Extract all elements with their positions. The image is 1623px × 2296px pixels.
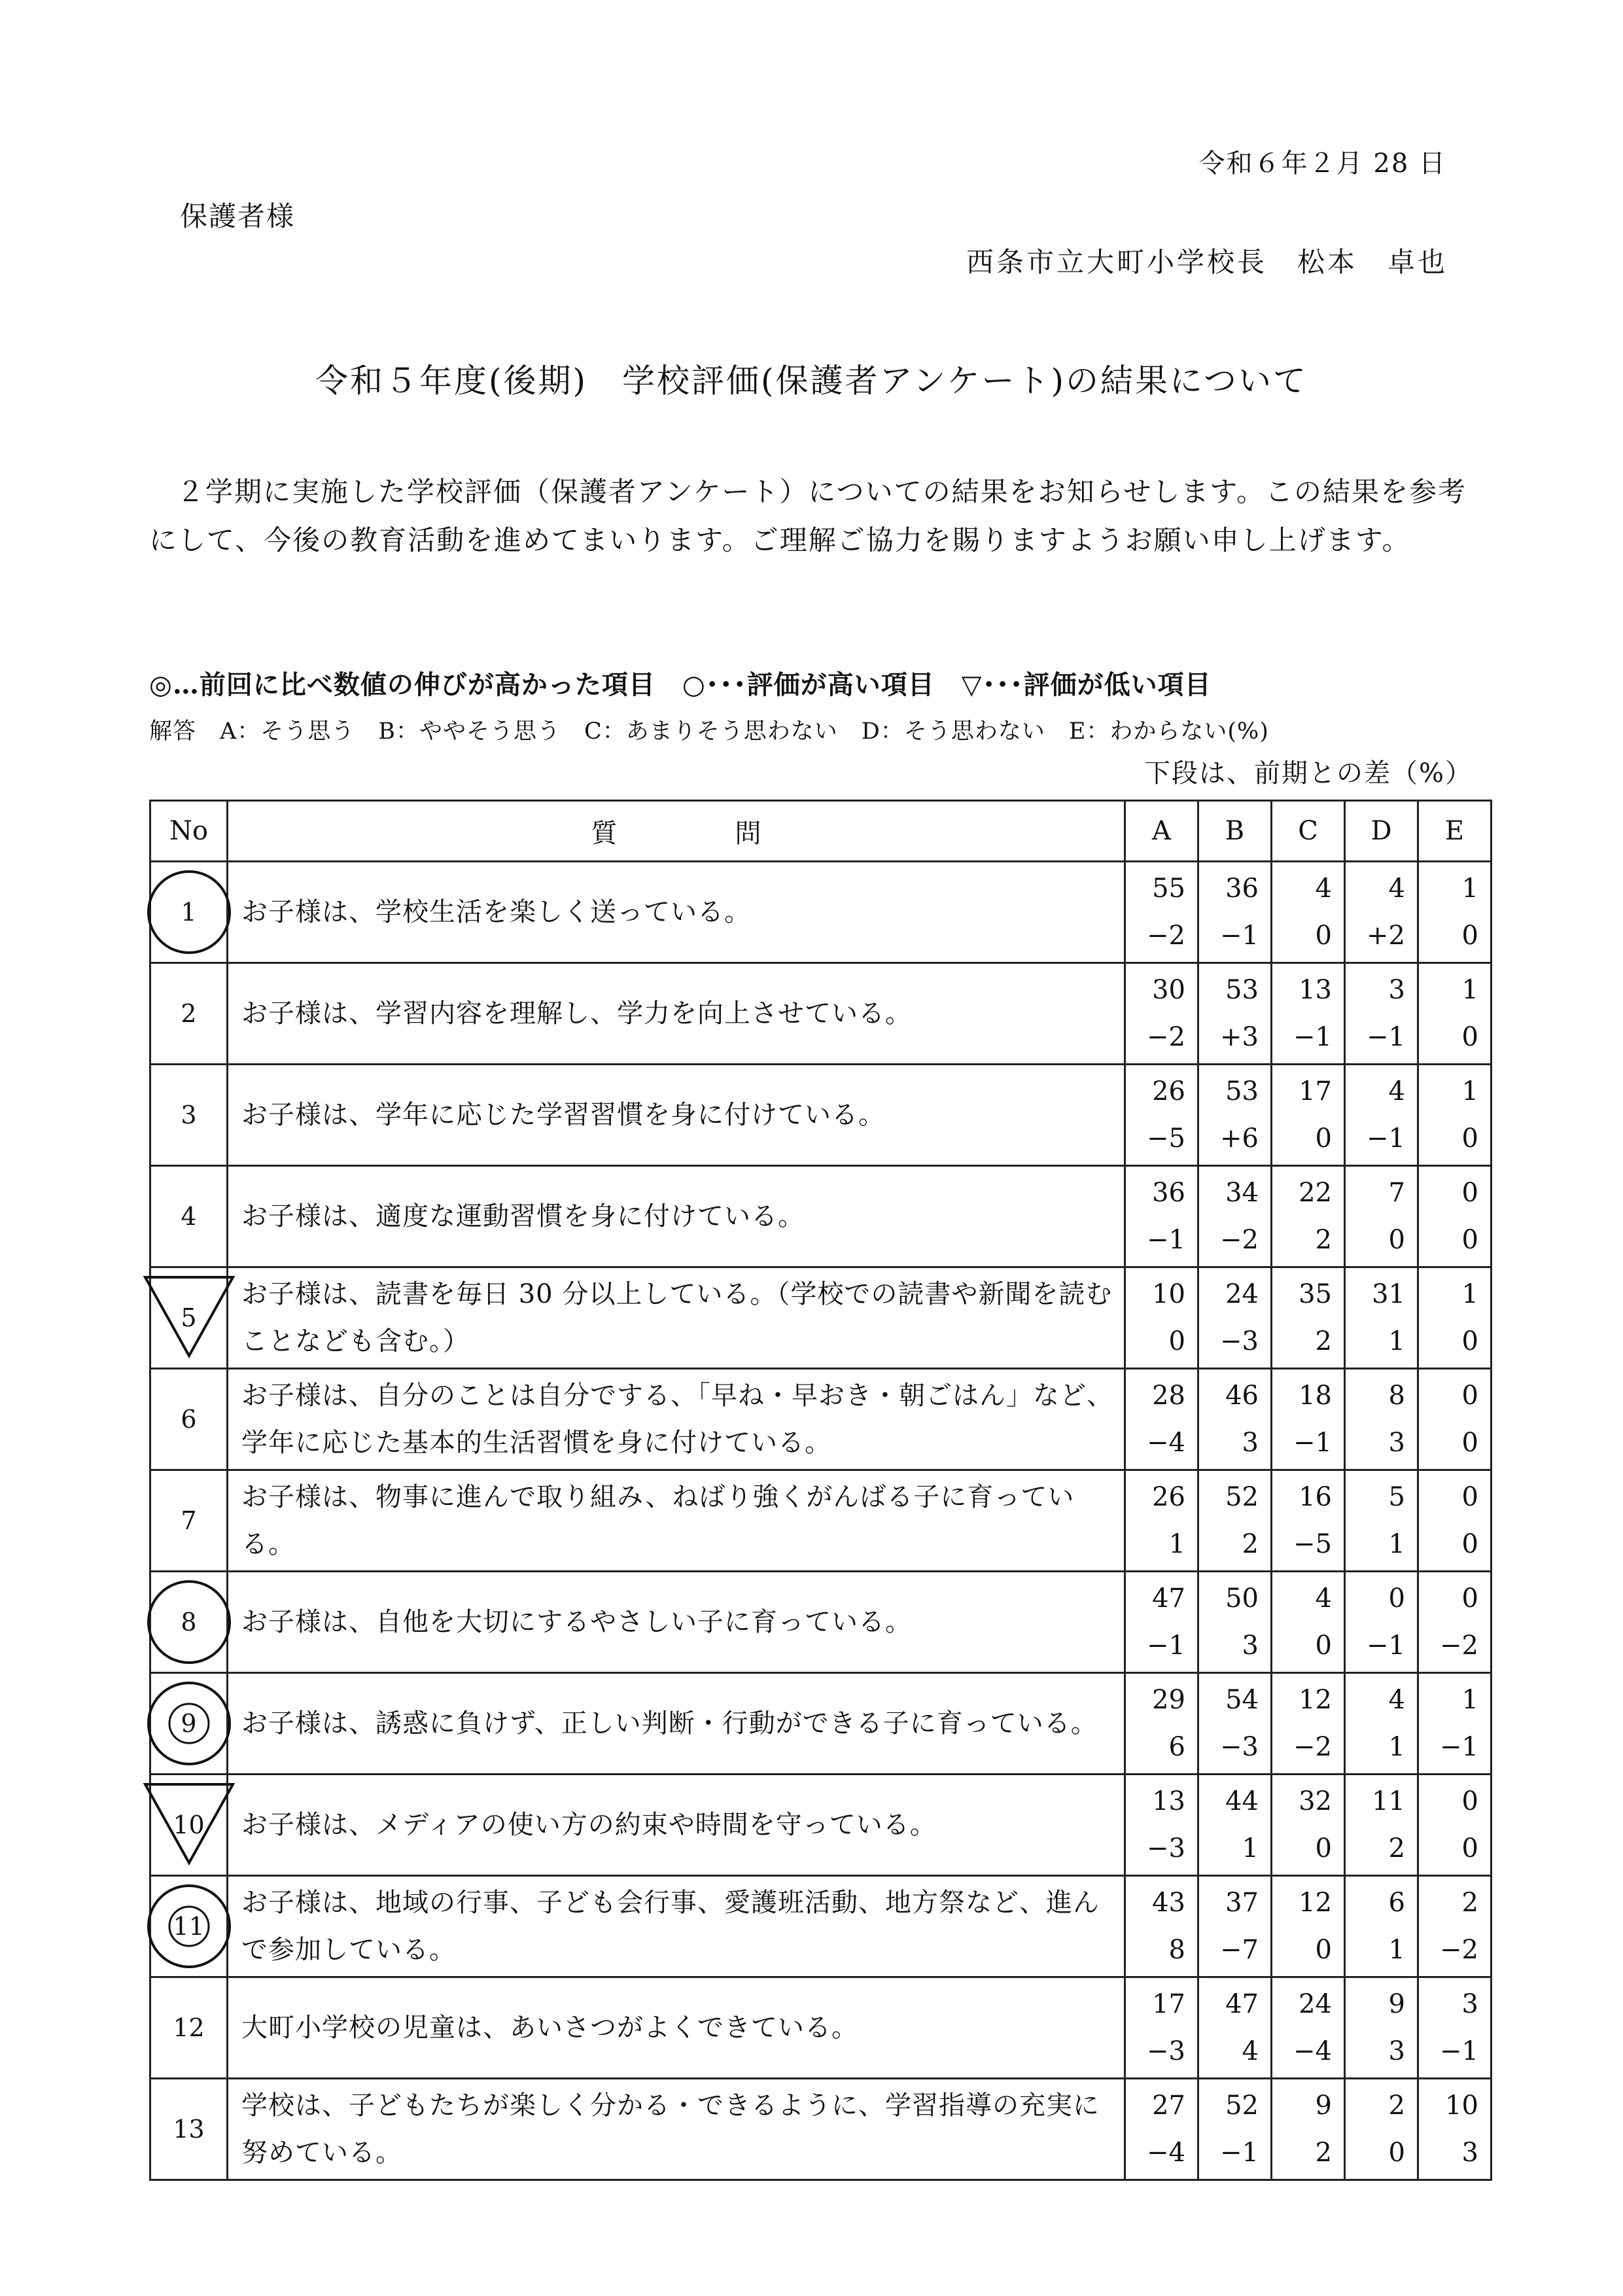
diff-value: −4 xyxy=(1147,1428,1185,1458)
percent-value: 12 xyxy=(1299,1888,1332,1918)
value-cell-c xyxy=(1272,1876,1345,1977)
marks-legend: ◎…前回に比べ数値の伸びが高かった項目 ○･･･評価が高い項目 ▽･･･評価が低い項目 xyxy=(149,669,1212,700)
value-cell-b xyxy=(1198,2079,1272,2180)
diff-value: −3 xyxy=(1220,1732,1259,1762)
value-cell-e xyxy=(1418,1673,1492,1775)
value-cell-a xyxy=(1125,1977,1198,2079)
row-number: 1 xyxy=(181,898,197,927)
value-cell-a xyxy=(1125,1572,1198,1673)
table-row xyxy=(150,963,1492,1065)
row-number: 6 xyxy=(181,1405,197,1434)
percent-value: 34 xyxy=(1225,1178,1259,1208)
percent-value: 0 xyxy=(1461,1786,1478,1816)
value-cell-a xyxy=(1125,1267,1198,1369)
value-cell-e xyxy=(1418,1369,1492,1470)
percent-value: 24 xyxy=(1299,1989,1332,2019)
percent-value: 11 xyxy=(1372,1786,1405,1816)
value-cell-a xyxy=(1125,862,1198,963)
diff-value: 3 xyxy=(1242,1428,1259,1458)
value-cell-d xyxy=(1345,1267,1418,1369)
percent-value: 6 xyxy=(1388,1888,1405,1918)
value-cell-e xyxy=(1418,2079,1492,2180)
row-number-cell xyxy=(150,1267,228,1369)
percent-value: 1 xyxy=(1461,975,1478,1005)
value-cell-d xyxy=(1345,1673,1418,1775)
question-text: お子様は、適度な運動習慣を身に付けている。 xyxy=(228,1166,1125,1267)
percent-value: 4 xyxy=(1388,874,1405,904)
percent-value: 22 xyxy=(1299,1178,1332,1208)
value-cell-a xyxy=(1125,1166,1198,1267)
diff-value: −5 xyxy=(1293,1529,1332,1559)
row-number-cell xyxy=(150,1065,228,1166)
percent-value: 26 xyxy=(1152,1076,1185,1106)
value-cell-c xyxy=(1272,1470,1345,1572)
row-number: 9 xyxy=(181,1709,197,1738)
percent-value: 17 xyxy=(1299,1076,1332,1106)
value-cell-e xyxy=(1418,963,1492,1065)
value-cell-e xyxy=(1418,1876,1492,1977)
value-cell-b xyxy=(1198,1166,1272,1267)
value-cell-e xyxy=(1418,1977,1492,2079)
row-number: 2 xyxy=(181,999,197,1028)
diff-value: 2 xyxy=(1315,2138,1332,2168)
row-number-cell xyxy=(150,1977,228,2079)
diff-value: −3 xyxy=(1147,1833,1185,1863)
row-number-cell xyxy=(150,1470,228,1572)
diff-value: 0 xyxy=(1461,1833,1478,1863)
percent-value: 43 xyxy=(1152,1888,1185,1918)
value-cell-a xyxy=(1125,2079,1198,2180)
row-number-cell xyxy=(150,2079,228,2180)
value-cell-c xyxy=(1272,1775,1345,1876)
percent-value: 3 xyxy=(1461,1989,1478,2019)
table-row xyxy=(150,1673,1492,1775)
percent-value: 9 xyxy=(1315,2091,1332,2121)
row-number: 3 xyxy=(181,1101,197,1129)
percent-value: 2 xyxy=(1388,2091,1405,2121)
diff-value: 1 xyxy=(1242,1833,1259,1863)
value-cell-d xyxy=(1345,1065,1418,1166)
value-cell-c xyxy=(1272,1369,1345,1470)
diff-value: 0 xyxy=(1388,1225,1405,1255)
percent-value: 4 xyxy=(1388,1076,1405,1106)
percent-value: 3 xyxy=(1388,975,1405,1005)
percent-value: 26 xyxy=(1152,1482,1185,1512)
table-row xyxy=(150,1572,1492,1673)
percent-value: 0 xyxy=(1461,1381,1478,1411)
row-number: 11 xyxy=(173,1912,205,1941)
value-cell-b xyxy=(1198,963,1272,1065)
value-cell-d xyxy=(1345,1977,1418,2079)
value-cell-b xyxy=(1198,1065,1272,1166)
row-number-cell xyxy=(150,1166,228,1267)
table-header-row xyxy=(150,801,1492,862)
percent-value: 8 xyxy=(1388,1381,1405,1411)
diff-value: −3 xyxy=(1147,2036,1185,2066)
addressee: 保護者様 xyxy=(180,200,296,232)
question-text: お子様は、地域の行事、子ども会行事、愛護班活動、地方祭など、進んで参加している。 xyxy=(228,1876,1125,1977)
value-cell-b xyxy=(1198,1673,1272,1775)
table-row xyxy=(150,1977,1492,2079)
percent-value: 30 xyxy=(1152,975,1185,1005)
diff-value: 0 xyxy=(1461,1022,1478,1052)
diff-value: 0 xyxy=(1461,1529,1478,1559)
value-cell-e xyxy=(1418,862,1492,963)
diff-value: −1 xyxy=(1367,1022,1405,1052)
diff-value: 3 xyxy=(1242,1631,1259,1661)
row-number: 8 xyxy=(181,1608,197,1636)
diff-value: 1 xyxy=(1388,1732,1405,1762)
diff-value: −1 xyxy=(1147,1225,1185,1255)
table-row xyxy=(150,2079,1492,2180)
value-cell-e xyxy=(1418,1775,1492,1876)
diff-value: 2 xyxy=(1388,1833,1405,1863)
percent-value: 7 xyxy=(1388,1178,1405,1208)
diff-value: 0 xyxy=(1461,921,1478,951)
diff-value: −2 xyxy=(1220,1225,1259,1255)
percent-value: 46 xyxy=(1225,1381,1259,1411)
value-cell-a xyxy=(1125,1065,1198,1166)
row-number: 7 xyxy=(181,1506,197,1535)
diff-value: +2 xyxy=(1367,921,1405,951)
percent-value: 13 xyxy=(1299,975,1332,1005)
percent-value: 17 xyxy=(1152,1989,1185,2019)
value-cell-c xyxy=(1272,1267,1345,1369)
diff-value: 0 xyxy=(1388,2138,1405,2168)
value-cell-d xyxy=(1345,1470,1418,1572)
row-number-cell xyxy=(150,1876,228,1977)
diff-value: 0 xyxy=(1315,1631,1332,1661)
diff-value: −7 xyxy=(1220,1935,1259,1965)
diff-value: −2 xyxy=(1147,1022,1185,1052)
percent-value: 0 xyxy=(1388,1583,1405,1614)
diff-value: 2 xyxy=(1315,1225,1332,1255)
diff-value: 2 xyxy=(1242,1529,1259,1559)
question-text: お子様は、学年に応じた学習習慣を身に付けている。 xyxy=(228,1065,1125,1166)
percent-value: 47 xyxy=(1152,1583,1185,1614)
row-number-cell xyxy=(150,862,228,963)
diff-value: −1 xyxy=(1293,1428,1332,1458)
question-text: お子様は、読書を毎日 30 分以上している。（学校での読書や新聞を読むことなども含む。） xyxy=(228,1267,1125,1369)
value-cell-d xyxy=(1345,1572,1418,1673)
value-cell-b xyxy=(1198,1470,1272,1572)
question-text: お子様は、自分のことは自分でする、「早ね・早おき・朝ごはん」など、学年に応じた基本的生活習慣を身に付けている。 xyxy=(228,1369,1125,1470)
percent-value: 4 xyxy=(1315,1583,1332,1614)
percent-value: 10 xyxy=(1152,1279,1185,1309)
percent-value: 31 xyxy=(1372,1279,1405,1309)
percent-value: 50 xyxy=(1225,1583,1259,1614)
percent-value: 32 xyxy=(1299,1786,1332,1816)
value-cell-a xyxy=(1125,1470,1198,1572)
diff-value: −5 xyxy=(1147,1123,1185,1154)
percent-value: 29 xyxy=(1152,1685,1185,1715)
percent-value: 53 xyxy=(1225,975,1259,1005)
value-cell-c xyxy=(1272,1065,1345,1166)
question-text: 大町小学校の児童は、あいさつがよくできている。 xyxy=(228,1977,1125,2079)
diff-value: 1 xyxy=(1388,1326,1405,1356)
value-cell-a xyxy=(1125,1369,1198,1470)
table-row xyxy=(150,1369,1492,1470)
value-cell-d xyxy=(1345,1369,1418,1470)
value-cell-b xyxy=(1198,1977,1272,2079)
row-number: 12 xyxy=(173,2013,205,2042)
percent-value: 2 xyxy=(1461,1888,1478,1918)
value-cell-a xyxy=(1125,1775,1198,1876)
percent-value: 36 xyxy=(1225,874,1259,904)
percent-value: 13 xyxy=(1152,1786,1185,1816)
diff-value: 8 xyxy=(1168,1935,1185,1965)
value-cell-b xyxy=(1198,1572,1272,1673)
value-cell-d xyxy=(1345,963,1418,1065)
diff-value: 3 xyxy=(1388,1428,1405,1458)
table-row xyxy=(150,1166,1492,1267)
header-c: C xyxy=(1272,801,1345,862)
diff-value: −1 xyxy=(1220,2138,1259,2168)
question-text: お子様は、誘惑に負けず、正しい判断・行動ができる子に育っている。 xyxy=(228,1673,1125,1775)
percent-value: 52 xyxy=(1225,1482,1259,1512)
diff-value: 6 xyxy=(1168,1732,1185,1762)
value-cell-c xyxy=(1272,963,1345,1065)
percent-value: 47 xyxy=(1225,1989,1259,2019)
diff-value: 1 xyxy=(1388,1529,1405,1559)
table-row xyxy=(150,862,1492,963)
percent-value: 52 xyxy=(1225,2091,1259,2121)
diff-note: 下段は、前期との差（%） xyxy=(1143,758,1473,788)
question-text: お子様は、学校生活を楽しく送っている。 xyxy=(228,862,1125,963)
table-row xyxy=(150,1470,1492,1572)
diff-value: −1 xyxy=(1440,1732,1478,1762)
diff-value: −2 xyxy=(1440,1631,1478,1661)
answers-legend: 解答 A：そう思う B：ややそう思う C：あまりそう思わない D：そう思わない E：わからない(%) xyxy=(149,718,1269,745)
percent-value: 0 xyxy=(1461,1583,1478,1614)
header-d: D xyxy=(1345,801,1418,862)
diff-value: 1 xyxy=(1388,1935,1405,1965)
percent-value: 24 xyxy=(1225,1279,1259,1309)
row-number-cell xyxy=(150,1673,228,1775)
value-cell-d xyxy=(1345,1166,1418,1267)
value-cell-b xyxy=(1198,1267,1272,1369)
diff-value: 0 xyxy=(1461,1428,1478,1458)
diff-value: 1 xyxy=(1168,1529,1185,1559)
value-cell-b xyxy=(1198,862,1272,963)
header-question: 質問 xyxy=(228,801,1125,862)
percent-value: 35 xyxy=(1299,1279,1332,1309)
row-number-cell xyxy=(150,1369,228,1470)
header-a: A xyxy=(1125,801,1198,862)
value-cell-c xyxy=(1272,1572,1345,1673)
percent-value: 18 xyxy=(1299,1381,1332,1411)
percent-value: 10 xyxy=(1445,2091,1478,2121)
table-row xyxy=(150,1065,1492,1166)
table-row xyxy=(150,1876,1492,1977)
percent-value: 37 xyxy=(1225,1888,1259,1918)
diff-value: −2 xyxy=(1440,1935,1478,1965)
diff-value: −4 xyxy=(1147,2138,1185,2168)
diff-value: 0 xyxy=(1315,921,1332,951)
diff-value: 0 xyxy=(1461,1123,1478,1154)
value-cell-b xyxy=(1198,1876,1272,1977)
survey-body xyxy=(150,862,1492,2180)
diff-value: −1 xyxy=(1293,1022,1332,1052)
value-cell-e xyxy=(1418,1267,1492,1369)
row-number: 10 xyxy=(173,1810,205,1839)
value-cell-e xyxy=(1418,1065,1492,1166)
percent-value: 54 xyxy=(1225,1685,1259,1715)
percent-value: 0 xyxy=(1461,1178,1478,1208)
value-cell-a xyxy=(1125,1673,1198,1775)
diff-value: −2 xyxy=(1293,1732,1332,1762)
row-number-cell xyxy=(150,963,228,1065)
percent-value: 1 xyxy=(1461,1279,1478,1309)
percent-value: 4 xyxy=(1388,1685,1405,1715)
diff-value: −1 xyxy=(1440,2036,1478,2066)
value-cell-e xyxy=(1418,1470,1492,1572)
table-row xyxy=(150,1267,1492,1369)
percent-value: 55 xyxy=(1152,874,1185,904)
intro-paragraph: ２学期に実施した学校評価（保護者アンケート）についての結果をお知らせします。この結果を参考にして、今後の教育活動を進めてまいります。ご理解ご協力を賜りますようお願い申し上げます。 xyxy=(149,476,1467,556)
header-no: No xyxy=(150,801,228,862)
document-date: 令和６年２月 28 日 xyxy=(1198,149,1446,179)
diff-value: −1 xyxy=(1367,1631,1405,1661)
document-title: 令和５年度(後期) 学校評価(保護者アンケート)の結果について xyxy=(315,362,1308,400)
percent-value: 12 xyxy=(1299,1685,1332,1715)
sender: 西条市立大町小学校長 松本 卓也 xyxy=(966,246,1448,278)
value-cell-a xyxy=(1125,963,1198,1065)
diff-value: 0 xyxy=(1315,1123,1332,1154)
value-cell-a xyxy=(1125,1876,1198,1977)
diff-value: 0 xyxy=(1461,1326,1478,1356)
value-cell-c xyxy=(1272,2079,1345,2180)
question-text: お子様は、自他を大切にするやさしい子に育っている。 xyxy=(228,1572,1125,1673)
percent-value: 4 xyxy=(1315,874,1332,904)
value-cell-d xyxy=(1345,1876,1418,1977)
value-cell-c xyxy=(1272,1166,1345,1267)
value-cell-e xyxy=(1418,1572,1492,1673)
percent-value: 9 xyxy=(1388,1989,1405,2019)
diff-value: +6 xyxy=(1220,1123,1259,1154)
value-cell-e xyxy=(1418,1166,1492,1267)
value-cell-d xyxy=(1345,862,1418,963)
survey-results-table xyxy=(149,800,1492,2181)
percent-value: 36 xyxy=(1152,1178,1185,1208)
value-cell-c xyxy=(1272,1977,1345,2079)
percent-value: 1 xyxy=(1461,874,1478,904)
value-cell-c xyxy=(1272,1673,1345,1775)
row-number: 13 xyxy=(173,2115,205,2144)
row-number: 4 xyxy=(181,1202,197,1231)
diff-value: −2 xyxy=(1147,921,1185,951)
row-number-cell xyxy=(150,1775,228,1876)
question-text: お子様は、学習内容を理解し、学力を向上させている。 xyxy=(228,963,1125,1065)
header-e: E xyxy=(1418,801,1492,862)
row-number-cell xyxy=(150,1572,228,1673)
percent-value: 5 xyxy=(1388,1482,1405,1512)
diff-value: −1 xyxy=(1367,1123,1405,1154)
question-text: お子様は、メディアの使い方の約束や時間を守っている。 xyxy=(228,1775,1125,1876)
diff-value: 0 xyxy=(1461,1225,1478,1255)
diff-value: 2 xyxy=(1315,1326,1332,1356)
percent-value: 16 xyxy=(1299,1482,1332,1512)
percent-value: 0 xyxy=(1461,1482,1478,1512)
diff-value: 0 xyxy=(1315,1833,1332,1863)
value-cell-d xyxy=(1345,1775,1418,1876)
percent-value: 1 xyxy=(1461,1076,1478,1106)
diff-value: 3 xyxy=(1461,2138,1478,2168)
percent-value: 44 xyxy=(1225,1786,1259,1816)
diff-value: −4 xyxy=(1293,2036,1332,2066)
diff-value: 0 xyxy=(1315,1935,1332,1965)
percent-value: 27 xyxy=(1152,2091,1185,2121)
question-text: 学校は、子どもたちが楽しく分かる・できるように、学習指導の充実に努めている。 xyxy=(228,2079,1125,2180)
percent-value: 53 xyxy=(1225,1076,1259,1106)
diff-value: 0 xyxy=(1168,1326,1185,1356)
percent-value: 28 xyxy=(1152,1381,1185,1411)
diff-value: −1 xyxy=(1147,1631,1185,1661)
diff-value: 3 xyxy=(1388,2036,1405,2066)
diff-value: −3 xyxy=(1220,1326,1259,1356)
value-cell-d xyxy=(1345,2079,1418,2180)
table-row xyxy=(150,1775,1492,1876)
question-text: お子様は、物事に進んで取り組み、ねばり強くがんばる子に育っている。 xyxy=(228,1470,1125,1572)
diff-value: −1 xyxy=(1220,921,1259,951)
value-cell-c xyxy=(1272,862,1345,963)
percent-value: 1 xyxy=(1461,1685,1478,1715)
header-b: B xyxy=(1198,801,1272,862)
diff-value: +3 xyxy=(1220,1022,1259,1052)
value-cell-b xyxy=(1198,1369,1272,1470)
row-number: 5 xyxy=(181,1303,197,1332)
diff-value: 4 xyxy=(1242,2036,1259,2066)
value-cell-b xyxy=(1198,1775,1272,1876)
